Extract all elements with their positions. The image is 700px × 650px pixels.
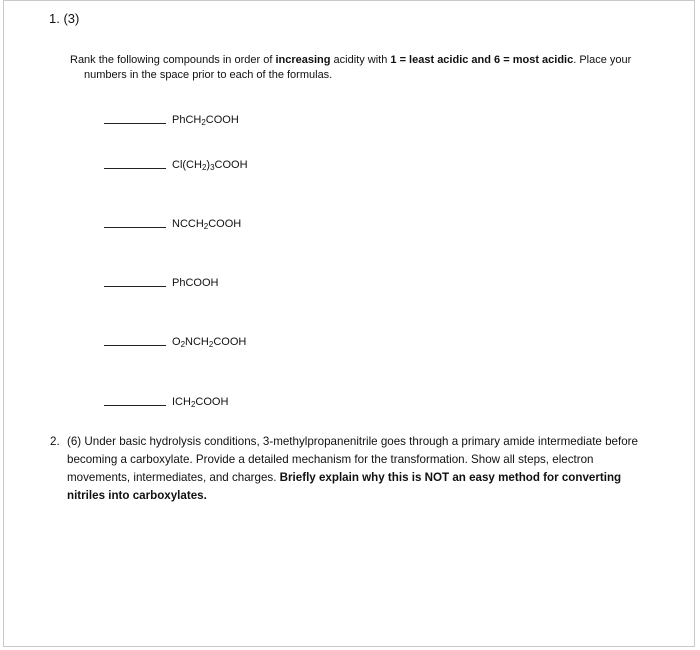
question-2-points: (6) [67, 435, 82, 448]
question-2-body [67, 433, 650, 505]
instructions-text: Rank the following compounds in order of [70, 54, 276, 66]
question-2-bold-text: Briefly explain why this is NOT an easy method for converting nitriles into carboxylates. [67, 471, 622, 502]
answer-row [104, 333, 246, 349]
question-2-number: 2. [50, 435, 60, 448]
question-1-instructions [70, 53, 660, 83]
compound-formula: PhCH$_2$COOH [172, 114, 239, 127]
answer-blank[interactable] [104, 405, 166, 406]
instructions-text: . Place your [573, 54, 632, 66]
document-page [3, 0, 695, 647]
compound-formula: $ICH_2COOH$ [172, 396, 229, 409]
compound-formula: $NCCH_2COOH$ [172, 218, 242, 231]
answer-blank[interactable] [104, 286, 166, 287]
instructions-line-2: numbers in the space prior to each of the formulas. [84, 69, 333, 81]
instructions-bold-scale: 1 = least acidic and 6 = most acidic [390, 54, 574, 66]
compound-formula: PhCOOH [172, 277, 219, 289]
answer-blank[interactable] [104, 123, 166, 124]
answer-blank[interactable] [104, 227, 166, 228]
answer-row [104, 393, 228, 409]
instructions-text: acidity with [330, 54, 391, 66]
compound-formula: $Cl(CH_2)_3COOH$ [172, 159, 248, 172]
question-2-text: Under basic hydrolysis conditions, 3-methylpropanenitrile goes through a primary amide intermediate before becoming a carboxylate. Provide a detailed mechanism for the transformation. Show all steps, electron movements, intermediates, and charges. [67, 435, 638, 484]
answer-blank[interactable] [104, 345, 166, 346]
answer-row [104, 156, 248, 172]
question-1-number: 1. (3) [49, 11, 80, 26]
instructions-bold-increasing: increasing [275, 54, 331, 66]
answer-row [104, 274, 218, 290]
compound-formula: $O_2NCH_2COOH$ [172, 336, 247, 349]
question-2 [50, 433, 650, 505]
answer-row [104, 215, 241, 231]
answer-blank[interactable] [104, 168, 166, 169]
answer-row [104, 111, 239, 127]
